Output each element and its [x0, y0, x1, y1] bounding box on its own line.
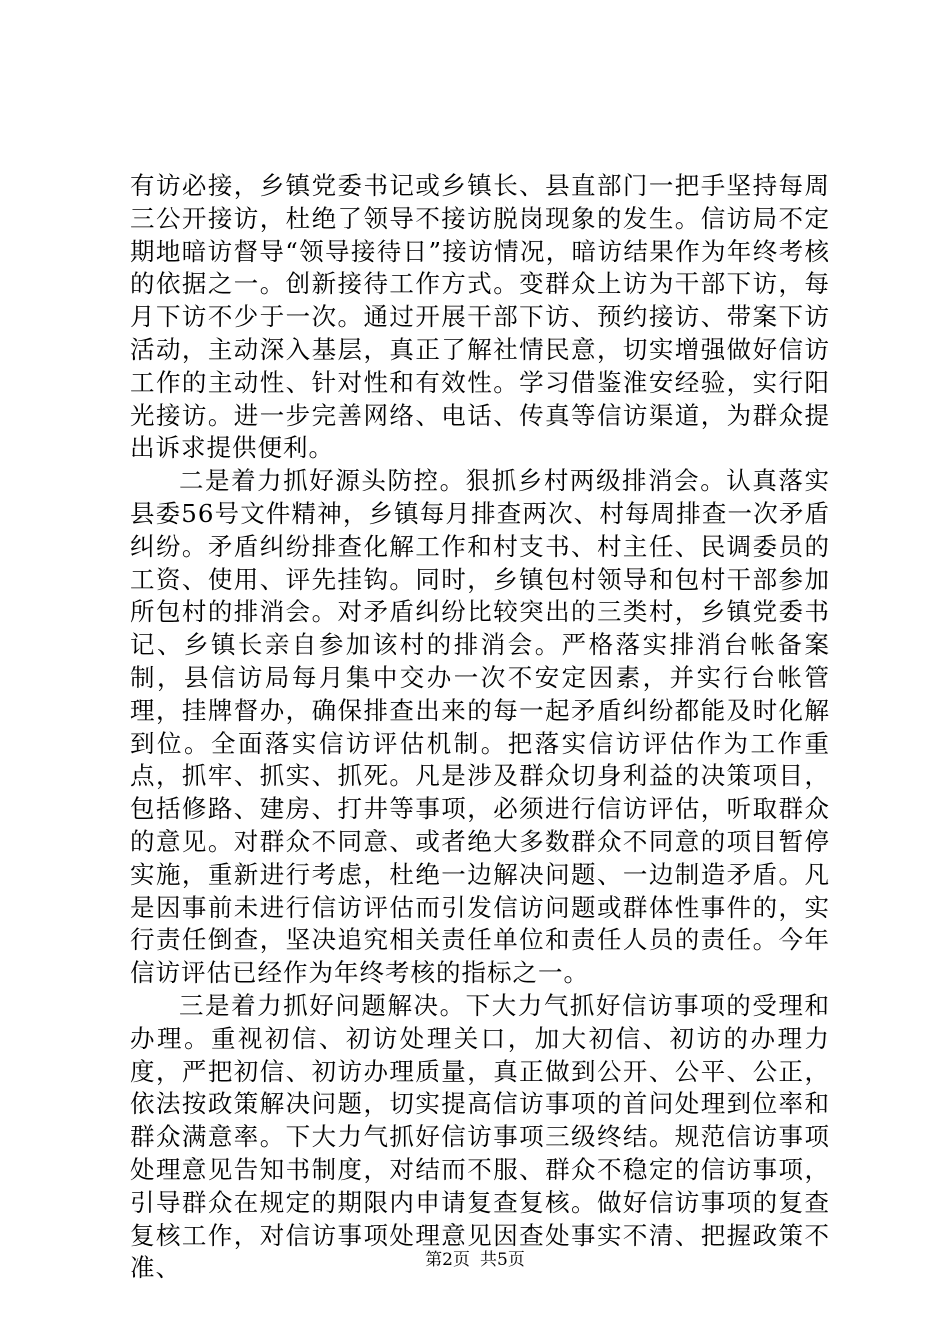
- document-body: [130, 170, 830, 1285]
- page-footer: [0, 1245, 950, 1270]
- paragraph-1: 有访必接，乡镇党委书记或乡镇长、县直部门一把手坚持每周三公开接访，杜绝了领导不接访脱岗现象的发生。信访局不定期地暗访督导“领导接待日”接访情况，暗访结果作为年终考核的依据之一。创新接待工作方式。变群众上访为干部下访，每月下访不少于一次。通过开展干部下访、预约接访、带案下访活动，主动深入基层，真正了解社情民意，切实增强做好信访工作的主动性、针对性和有效性。学习借鉴淮安经验，实行阳光接访。进一步完善网络、电话、传真等信访渠道，为群众提出诉求提供便利。: [130, 171, 830, 463]
- paragraph-3: 三是着力抓好问题解决。下大力气抓好信访事项的受理和办理。重视初信、初访处理关口，加大初信、初访的办理力度，严把初信、初访办理质量，真正做到公开、公平、公正，依法按政策解决问题，切实提高信访事项的首问处理到位率和群众满意率。下大力气抓好信访事项三级终结。规范信访事项处理意见告知书制度，对结而不服、群众不稳定的信访事项，引导群众在规定的期限内申请复查复核。做好信访事项的复查复核工作，对信访事项处理意见因查处事实不清、把握政策不准、: [130, 990, 830, 1283]
- page-number: 第2页: [425, 1250, 470, 1270]
- page-total: 共5页: [480, 1250, 525, 1270]
- paragraph-2: 二是着力抓好源头防控。狠抓乡村两级排消会。认真落实县委56号文件精神，乡镇每月排查两次、村每周排查一次矛盾纠纷。矛盾纠纷排查化解工作和村支书、村主任、民调委员的工资、使用、评先挂钩。同时，乡镇包村领导和包村干部参加所包村的排消会。对矛盾纠纷比较突出的三类村，乡镇党委书记、乡镇长亲自参加该村的排消会。严格落实排消台帐备案制，县信访局每月集中交办一次不安定因素，并实行台帐管理，挂牌督办，确保排查出来的每一起矛盾纠纷都能及时化解到位。全面落实信访评估机制。把落实信访评估作为工作重点，抓牢、抓实、抓死。凡是涉及群众切身利益的决策项目，包括修路、建房、打井等事项，必须进行信访评估，听取群众的意见。对群众不同意、或者绝大多数群众不同意的项目暂停实施，重新进行考虑，杜绝一边解决问题、一边制造矛盾。凡是因事前未进行信访评估而引发信访问题或群体性事件的，实行责任倒查，坚决追究相关责任单位和责任人员的责任。今年信访评估已经作为年终考核的指标之一。: [130, 466, 830, 988]
